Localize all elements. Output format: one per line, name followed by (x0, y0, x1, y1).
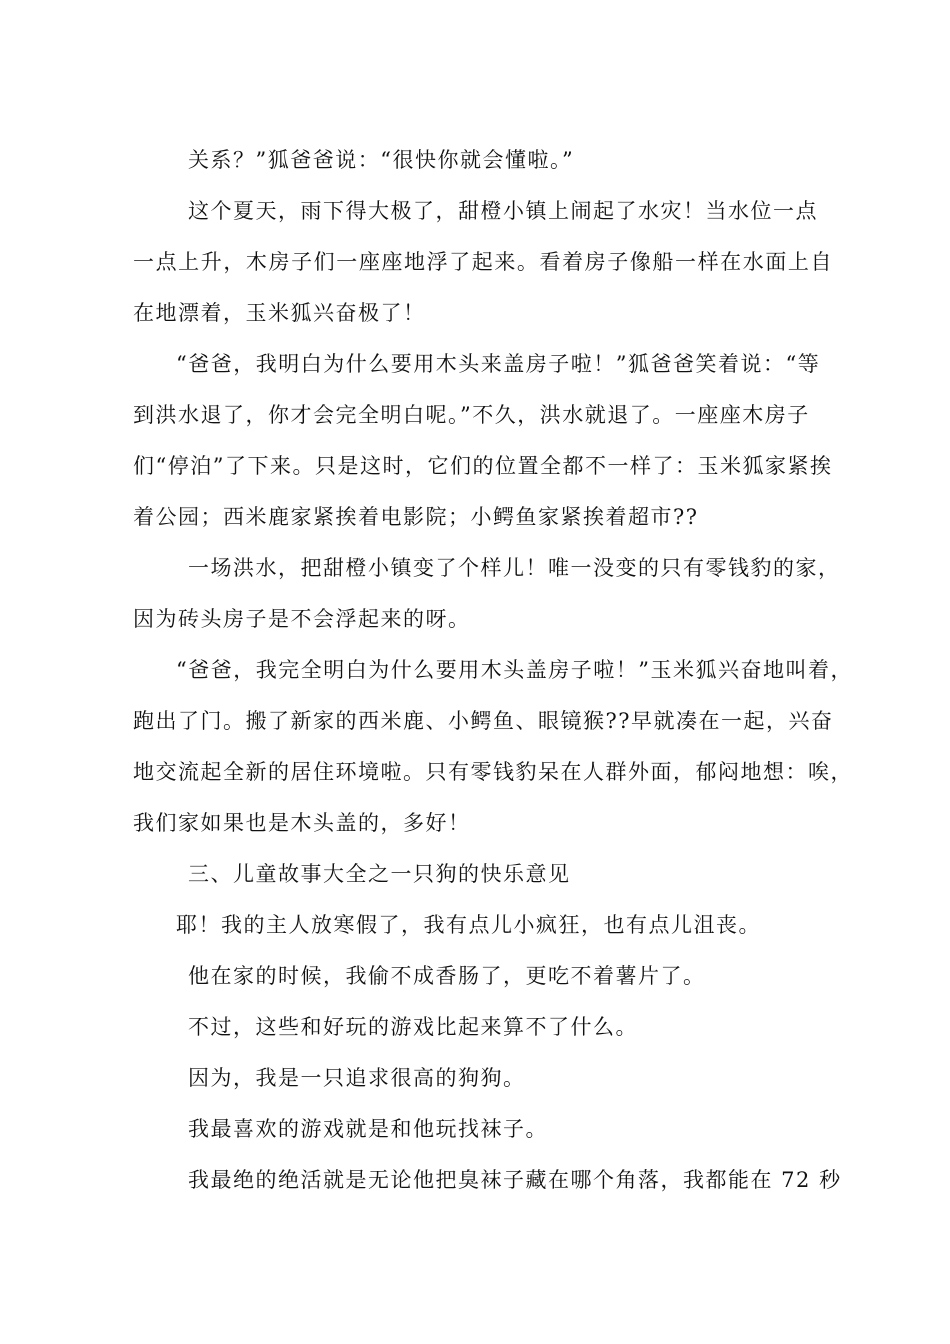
text-line-20: 我最喜欢的游戏就是和他玩找袜子。 (188, 1117, 548, 1141)
text-line-1: 关系？”狐爸爸说：“很快你就会懂啦。” (188, 148, 575, 172)
text-line-6: 到洪水退了，你才会完全明白呢。”不久，洪水就退了。一座座木房子 (133, 403, 810, 427)
text-line-21: 我最绝的绝活就是无论他把臭袜子藏在哪个角落，我都能在 72 秒 (188, 1168, 842, 1192)
text-line-4: 在地漂着，玉米狐兴奋极了！ (133, 301, 426, 325)
text-line-18: 不过，这些和好玩的游戏比起来算不了什么。 (188, 1015, 638, 1039)
text-line-11: “爸爸，我完全明白为什么要用木头盖房子啦！”玉米狐兴奋地叫着， (176, 658, 853, 682)
text-line-14: 我们家如果也是木头盖的，多好！ (133, 811, 471, 835)
text-line-19: 因为，我是一只追求很高的狗狗。 (188, 1066, 526, 1090)
text-line-13: 地交流起全新的居住环境啦。只有零钱豹呆在人群外面，郁闷地想：唉， (133, 760, 853, 784)
text-line-10: 因为砖头房子是不会浮起来的呀。 (133, 607, 471, 631)
text-line-2: 这个夏天，雨下得大极了，甜橙小镇上闹起了水灾！当水位一点 (188, 199, 818, 223)
text-line-7: 们“停泊”了下来。只是这时，它们的位置全都不一样了：玉米狐家紧挨 (133, 454, 833, 478)
section-heading: 三、儿童故事大全之一只狗的快乐意见 (188, 862, 571, 886)
text-line-16: 耶！我的主人放寒假了，我有点儿小疯狂，也有点儿沮丧。 (176, 913, 761, 937)
text-line-8: 着公园；西米鹿家紧挨着电影院；小鳄鱼家紧挨着超市?? (133, 505, 699, 529)
text-line-5: “爸爸，我明白为什么要用木头来盖房子啦！”狐爸爸笑着说：“等 (176, 352, 821, 376)
text-line-3: 一点上升，木房子们一座座地浮了起来。看着房子像船一样在水面上自 (133, 250, 833, 274)
text-line-12: 跑出了门。搬了新家的西米鹿、小鳄鱼、眼镜猴??早就凑在一起，兴奋 (133, 709, 834, 733)
text-line-17: 他在家的时候，我偷不成香肠了，更吃不着薯片了。 (188, 964, 706, 988)
text-line-9: 一场洪水，把甜橙小镇变了个样儿！唯一没变的只有零钱豹的家， (188, 556, 841, 580)
